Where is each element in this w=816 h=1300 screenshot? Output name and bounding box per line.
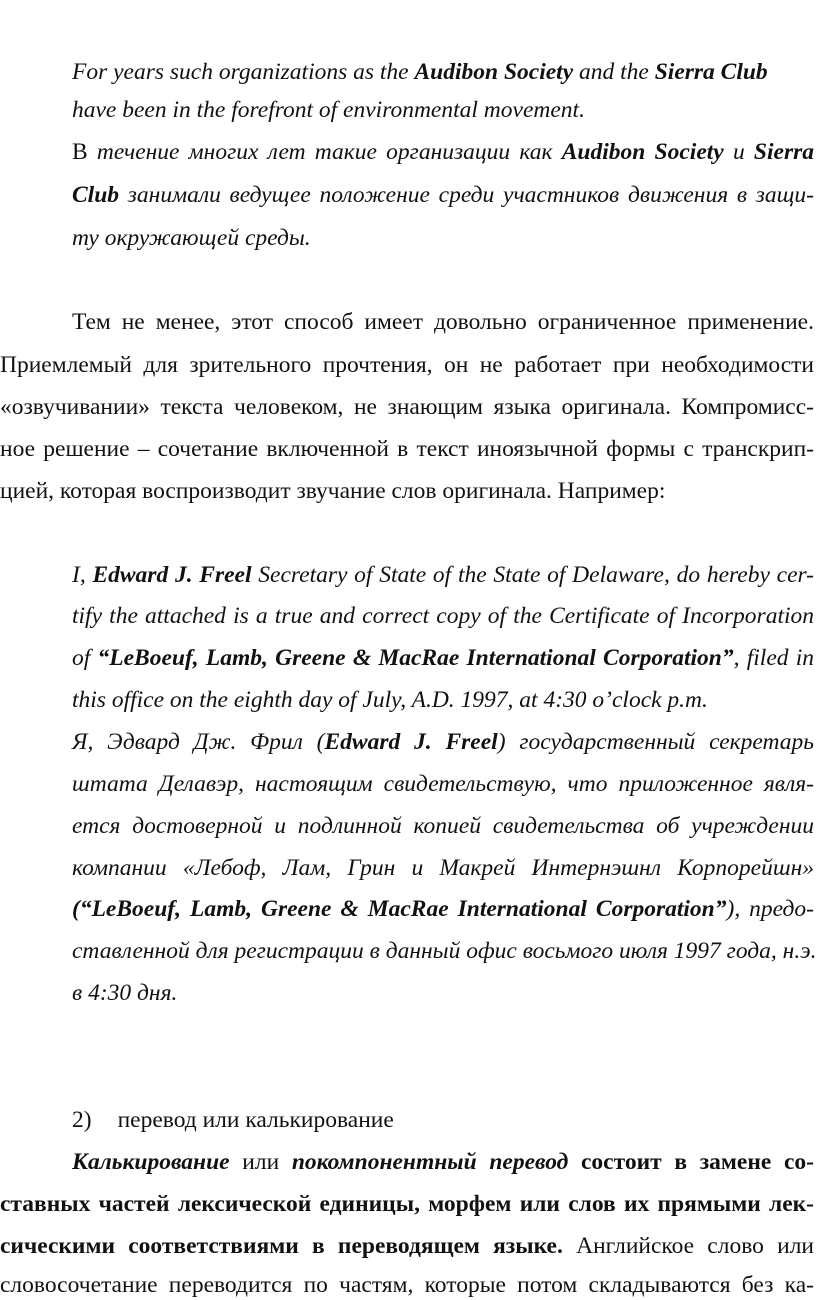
section-2-line-3: сическими соответствиями в переводящем языке. Английское слово или bbox=[0, 1233, 814, 1259]
ru-quote-2-line-4: компании «Лебоф, Лам, Грин и Макрей Интернэшнл Корпорейшн» bbox=[72, 855, 814, 881]
en-quote-2-line-3: of “LeBoeuf, Lamb, Greene & MacRae International Corporation”, filed in bbox=[72, 645, 815, 671]
ru-quote-2-line-3: ется достоверной и подлинной копией свидетельства об учреждении bbox=[72, 813, 814, 839]
ru-quote-2-line-1: Я, Эдвард Дж. Фрил (Edward J. Freel) государственный секретарь bbox=[72, 729, 814, 755]
section-2-line-2: ставных частей лексической единицы, морфем или слов их прямыми лек- bbox=[0, 1191, 814, 1217]
en-quote-1-line-2: have been in the forefront of environmental movement. bbox=[72, 97, 585, 123]
ru-quote-2-line-6: ставленной для регистрации в данный офис восьмого июля 1997 года, н.э. bbox=[72, 938, 816, 964]
paragraph-2-line-4: ное решение – сочетание включенной в текст иноязычной формы с транскрип- bbox=[0, 436, 814, 462]
en-quote-2-line-1: I, Edward J. Freel Secretary of State of the State of Delaware, do hereby cer- bbox=[72, 562, 814, 588]
ru-quote-2-line-7: в 4:30 дня. bbox=[72, 980, 178, 1006]
en-quote-2-line-4: this office on the eighth day of July, A.D. 1997, at 4:30 o’clock p.m. bbox=[72, 687, 708, 713]
section-2-heading bbox=[72, 1105, 472, 1135]
paragraph-2-line-3: «озвучивании» текста человеком, не знающим языка оригинала. Компромисс- bbox=[0, 394, 814, 420]
section-2-line-1: Калькирование или покомпонентный перевод состоит в замене со- bbox=[72, 1149, 814, 1175]
ru-quote-2-line-2: штата Делавэр, настоящим свидетельствую, что приложенное явля- bbox=[72, 771, 814, 797]
section-number: 2) bbox=[72, 1107, 92, 1133]
paragraph-2-line-1: Тем не менее, этот способ имеет довольно ограниченное применение. bbox=[72, 309, 814, 335]
paragraph-2-line-2: Приемлемый для зрительного прочтения, он не работает при необходимости bbox=[0, 352, 814, 378]
ru-quote-1-line-2: Club занимали ведущее положение среди участников движения в защи- bbox=[72, 182, 814, 208]
section-2-line-4: словосочетание переводится по частям, которые потом складываются без ка- bbox=[0, 1272, 814, 1298]
ru-quote-1-line-1: В течение многих лет такие организации как Audibon Society и Sierra bbox=[72, 139, 814, 165]
term-edward-freel: Edward J. Freel bbox=[92, 562, 252, 588]
ru-quote-2-line-5: (“LeBoeuf, Lamb, Greene & MacRae International Corporation”), предо- bbox=[72, 896, 814, 922]
ru-quote-1-line-3: ту окружающей среды. bbox=[72, 225, 311, 251]
term-pokomponentnyi-perevod: покомпонентный перевод bbox=[291, 1149, 569, 1175]
en-quote-2-line-2: tify the attached is a true and correct copy of the Certificate of Incorporation bbox=[72, 603, 814, 629]
paragraph-2-line-5: цией, которая воспроизводит звучание слов оригинала. Например: bbox=[0, 478, 666, 504]
term-sierra-club: Sierra Club bbox=[654, 59, 768, 85]
term-kalkirovanie: Калькирование bbox=[72, 1149, 230, 1175]
term-audibon-society: Audibon Society bbox=[414, 59, 574, 85]
section-title: перевод или калькирование bbox=[117, 1107, 394, 1133]
en-quote-1-line-1: For years such organizations as the Audibon Society and the Sierra Club bbox=[72, 59, 768, 85]
